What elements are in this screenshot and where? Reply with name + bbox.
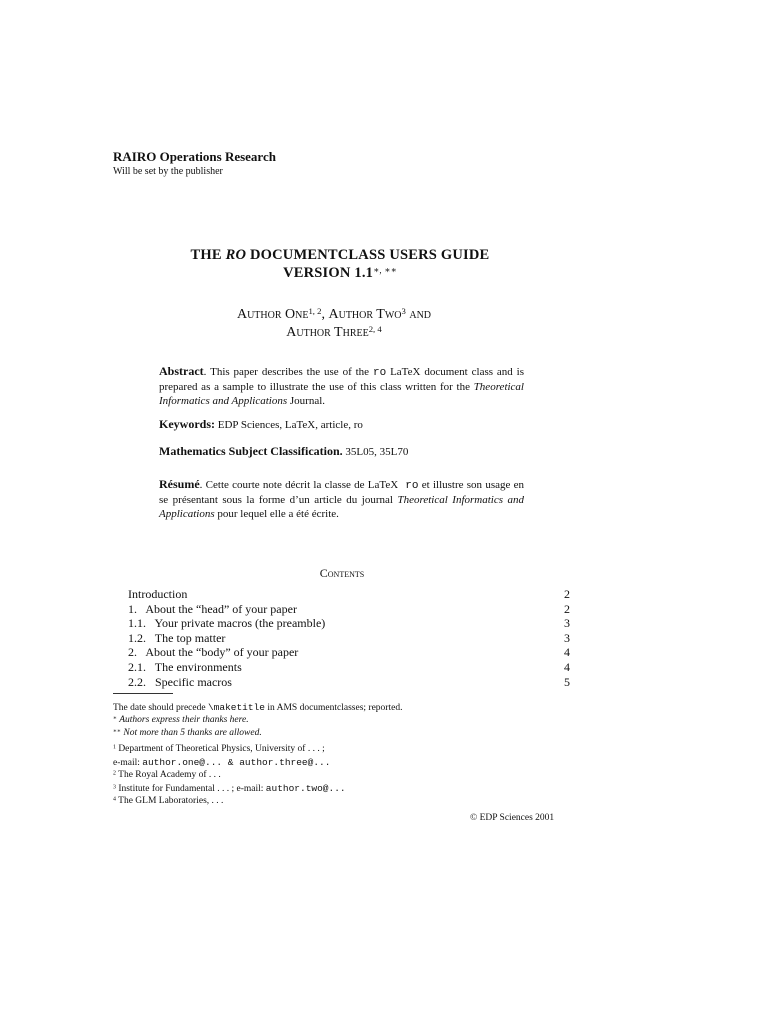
- footnote-mark: 4: [113, 796, 116, 803]
- author-name: Author One: [236, 307, 309, 322]
- title-line-1: [0, 246, 680, 264]
- title-text-1: THE: [190, 247, 226, 263]
- toc-entry-page: 2: [564, 587, 570, 601]
- resume-code: ro: [398, 480, 419, 492]
- toc-entry[interactable]: [128, 616, 570, 631]
- table-of-contents: [128, 587, 570, 689]
- toc-entry-label: 1.2. The top matter: [128, 630, 226, 645]
- footnotes: [113, 701, 402, 808]
- footnote-affiliation-4: [113, 795, 402, 808]
- footnote-text: The Royal Academy of . . .: [115, 770, 221, 780]
- toc-entry-label: Introduction: [128, 587, 188, 601]
- footnote-email-1: [113, 756, 402, 769]
- toc-entry-label: 1. About the “head” of your paper: [128, 601, 297, 616]
- author-name: Author Two: [328, 307, 402, 322]
- toc-entry-page: 4: [564, 645, 570, 660]
- footnote-text: The GLM Laboratories, . . .: [115, 796, 224, 806]
- footnote-text: in AMS documentclasses; reported.: [264, 703, 403, 713]
- toc-entry-page: 3: [564, 616, 570, 631]
- title-version: VERSION 1.1: [283, 265, 374, 281]
- footnote-rule: [113, 693, 173, 694]
- toc-entry[interactable]: [128, 602, 570, 617]
- toc-entry-label: 2. About the “body” of your paper: [128, 645, 299, 660]
- keywords-label: Keywords:: [159, 417, 215, 431]
- abstract-text: document class and is prepared as a sample to illustrate the use of this class written for the: [159, 366, 525, 393]
- keywords-text: EDP Sciences,: [215, 419, 285, 431]
- resume-label: Résumé: [159, 477, 200, 491]
- resume: [159, 477, 524, 521]
- footnote-text: &: [222, 757, 240, 768]
- abstract-label: Abstract: [159, 364, 204, 378]
- keywords-text: , article, ro: [315, 419, 363, 431]
- footnote-mark: ∗: [113, 715, 117, 722]
- author-affiliation-marks: 3: [401, 306, 406, 317]
- author-name: Author Three: [286, 325, 369, 340]
- contents-heading: Contents: [319, 566, 365, 580]
- author-separator: and: [405, 307, 432, 322]
- paper-title: [0, 246, 680, 282]
- toc-entry-page: 3: [564, 630, 570, 645]
- abstract-code: ro: [372, 367, 387, 379]
- abstract-text: Journal.: [287, 395, 326, 407]
- footnote-thanks-2: [113, 727, 402, 740]
- footnote-mark: 3: [113, 784, 116, 791]
- footnote-affiliation-2: [113, 769, 402, 782]
- toc-entry[interactable]: [128, 660, 570, 675]
- toc-entry[interactable]: [128, 675, 570, 690]
- author-affiliation-marks: 2, 4: [368, 324, 382, 335]
- abstract-text: . This paper describes the use of the: [203, 366, 373, 378]
- subject-classification: [159, 444, 524, 459]
- email-address[interactable]: author.three@...: [239, 757, 331, 768]
- publisher-note: Will be set by the publisher: [113, 166, 223, 177]
- toc-entry[interactable]: [128, 645, 570, 660]
- title-line-2: [0, 264, 680, 282]
- toc-entry[interactable]: [128, 587, 570, 602]
- copyright-notice: © EDP Sciences 2001: [470, 813, 555, 823]
- email-address[interactable]: author.two@...: [265, 783, 346, 794]
- toc-entry-label: 2.2. Specific macros: [128, 674, 232, 689]
- toc-entry-label: 2.1. The environments: [128, 659, 242, 674]
- title-class-name: RO: [225, 247, 247, 263]
- resume-text: . Cette courte note décrit la classe de: [199, 479, 368, 491]
- email-address[interactable]: author.one@...: [142, 757, 223, 768]
- author-separator: ,: [321, 307, 329, 322]
- msc-codes: 35L05, 35L70: [342, 446, 409, 458]
- footnote-affiliation-1: [113, 743, 402, 756]
- toc-entry-page: 2: [564, 601, 570, 616]
- footnote-code: \maketitle: [207, 702, 265, 713]
- resume-journal: Theoretical Informatics and Applications: [159, 494, 524, 520]
- footnote-mark: 2: [113, 770, 116, 777]
- keywords: [159, 417, 524, 432]
- footnote-text: e-mail:: [113, 758, 143, 768]
- footnote-text: Department of Theoretical Physics, University of . . . ;: [115, 744, 325, 754]
- toc-entry-page: 5: [564, 674, 570, 689]
- footnote-affiliation-3: [113, 782, 402, 795]
- abstract: [159, 364, 524, 408]
- footnote-mark: 1: [113, 744, 116, 751]
- title-thanks-marks: ∗, ∗∗: [373, 264, 397, 275]
- author-affiliation-marks: 1, 2: [308, 306, 322, 317]
- footnote-thanks-1: [113, 714, 402, 727]
- abstract-journal: Theoretical Informatics and Applications: [159, 381, 524, 407]
- resume-text: pour lequel elle a été écrite.: [214, 508, 339, 520]
- title-text-2: DOCUMENTCLASS USERS GUIDE: [246, 247, 490, 263]
- latex-logo: LaTeX: [390, 366, 421, 378]
- latex-logo: LaTeX: [284, 419, 316, 431]
- resume-text: et illustre son usage en se présentant sous la forme d’un article du journal: [159, 479, 525, 506]
- toc-entry-label: 1.1. Your private macros (the preamble): [128, 616, 326, 631]
- footnote-text: Authors express their thanks here.: [117, 715, 249, 725]
- footnote-text: The date should precede: [113, 703, 208, 713]
- toc-entry[interactable]: [128, 631, 570, 646]
- footnote-text: Institute for Fundamental . . . ; e-mail:: [115, 784, 266, 794]
- footnote-text: Not more than 5 thanks are allowed.: [121, 728, 262, 738]
- journal-name: RAIRO Operations Research: [113, 149, 276, 164]
- latex-logo: LaTeX: [367, 479, 399, 491]
- footnote-mark: ∗∗: [113, 728, 121, 735]
- toc-entry-page: 4: [564, 659, 570, 674]
- msc-label: Mathematics Subject Classification.: [159, 444, 343, 458]
- author-list: [0, 306, 668, 342]
- footnote-date: [113, 701, 402, 714]
